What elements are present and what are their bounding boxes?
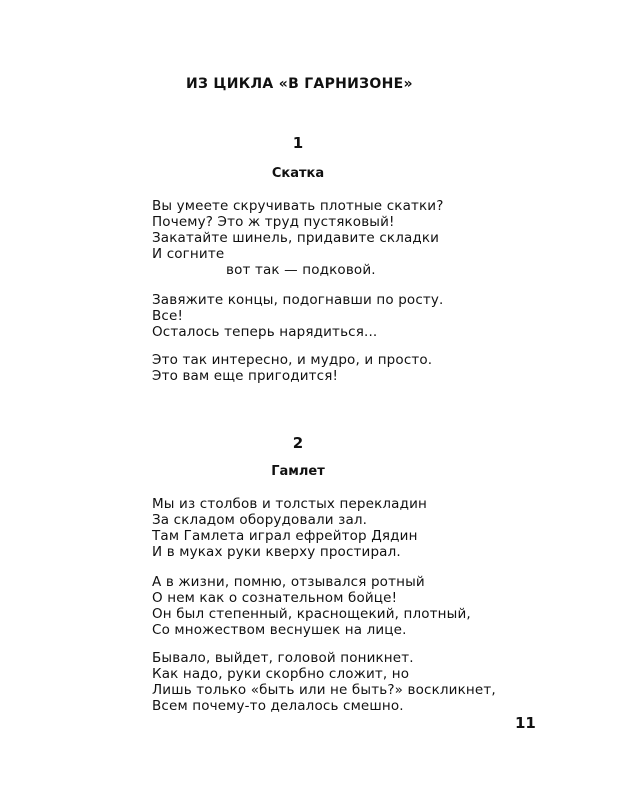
poem-2-line: Всем почему-то делалось смешно. bbox=[152, 698, 404, 714]
poem-1-line: Это так интересно, и мудро, и просто. bbox=[152, 352, 433, 368]
poem-2-line: Бывало, выйдет, головой поникнет. bbox=[152, 650, 414, 666]
poem-1-line: Осталось теперь нарядиться... bbox=[152, 324, 378, 340]
page-number: 11 bbox=[515, 714, 536, 732]
poem-1-number: 1 bbox=[292, 134, 304, 152]
poem-1-line: Закатайте шинель, придавите складки bbox=[152, 230, 440, 246]
poem-2-number: 2 bbox=[292, 434, 304, 452]
poem-2-line: Со множеством веснушек на лице. bbox=[152, 622, 407, 638]
poem-2-line: Лишь только «быть или не быть?» воскликнет, bbox=[152, 682, 496, 698]
poem-1-line: Это вам еще пригодится! bbox=[152, 368, 339, 384]
poem-2-line: Мы из столбов и толстых перекладин bbox=[152, 496, 427, 512]
poem-1-line: Все! bbox=[152, 308, 184, 324]
poem-1-line: вот так — подковой. bbox=[226, 262, 376, 278]
cycle-title: ИЗ ЦИКЛА «В ГАРНИЗОНЕ» bbox=[186, 76, 413, 92]
poem-2-line: О нем как о сознательном бойце! bbox=[152, 590, 398, 606]
poem-2-line: Он был степенный, краснощекий, плотный, bbox=[152, 606, 471, 622]
poem-2-line: А в жизни, помню, отзывался ротный bbox=[152, 574, 425, 590]
poem-1-line: Почему? Это ж труд пустяковый! bbox=[152, 214, 395, 230]
poem-1-title: Скатка bbox=[271, 166, 325, 181]
poem-2-line: За складом оборудовали зал. bbox=[152, 512, 368, 528]
poem-1-line: Вы умеете скручивать плотные скатки? bbox=[152, 198, 444, 214]
poem-1-line: И согните bbox=[152, 246, 225, 262]
poem-2-line: И в муках руки кверху простирал. bbox=[152, 544, 401, 560]
poem-2-line: Там Гамлета играл ефрейтор Дядин bbox=[152, 528, 418, 544]
poem-1-line: Завяжите концы, подогнавши по росту. bbox=[152, 292, 444, 308]
poem-2-line: Как надо, руки скорбно сложит, но bbox=[152, 666, 410, 682]
poem-2-title: Гамлет bbox=[271, 464, 325, 479]
